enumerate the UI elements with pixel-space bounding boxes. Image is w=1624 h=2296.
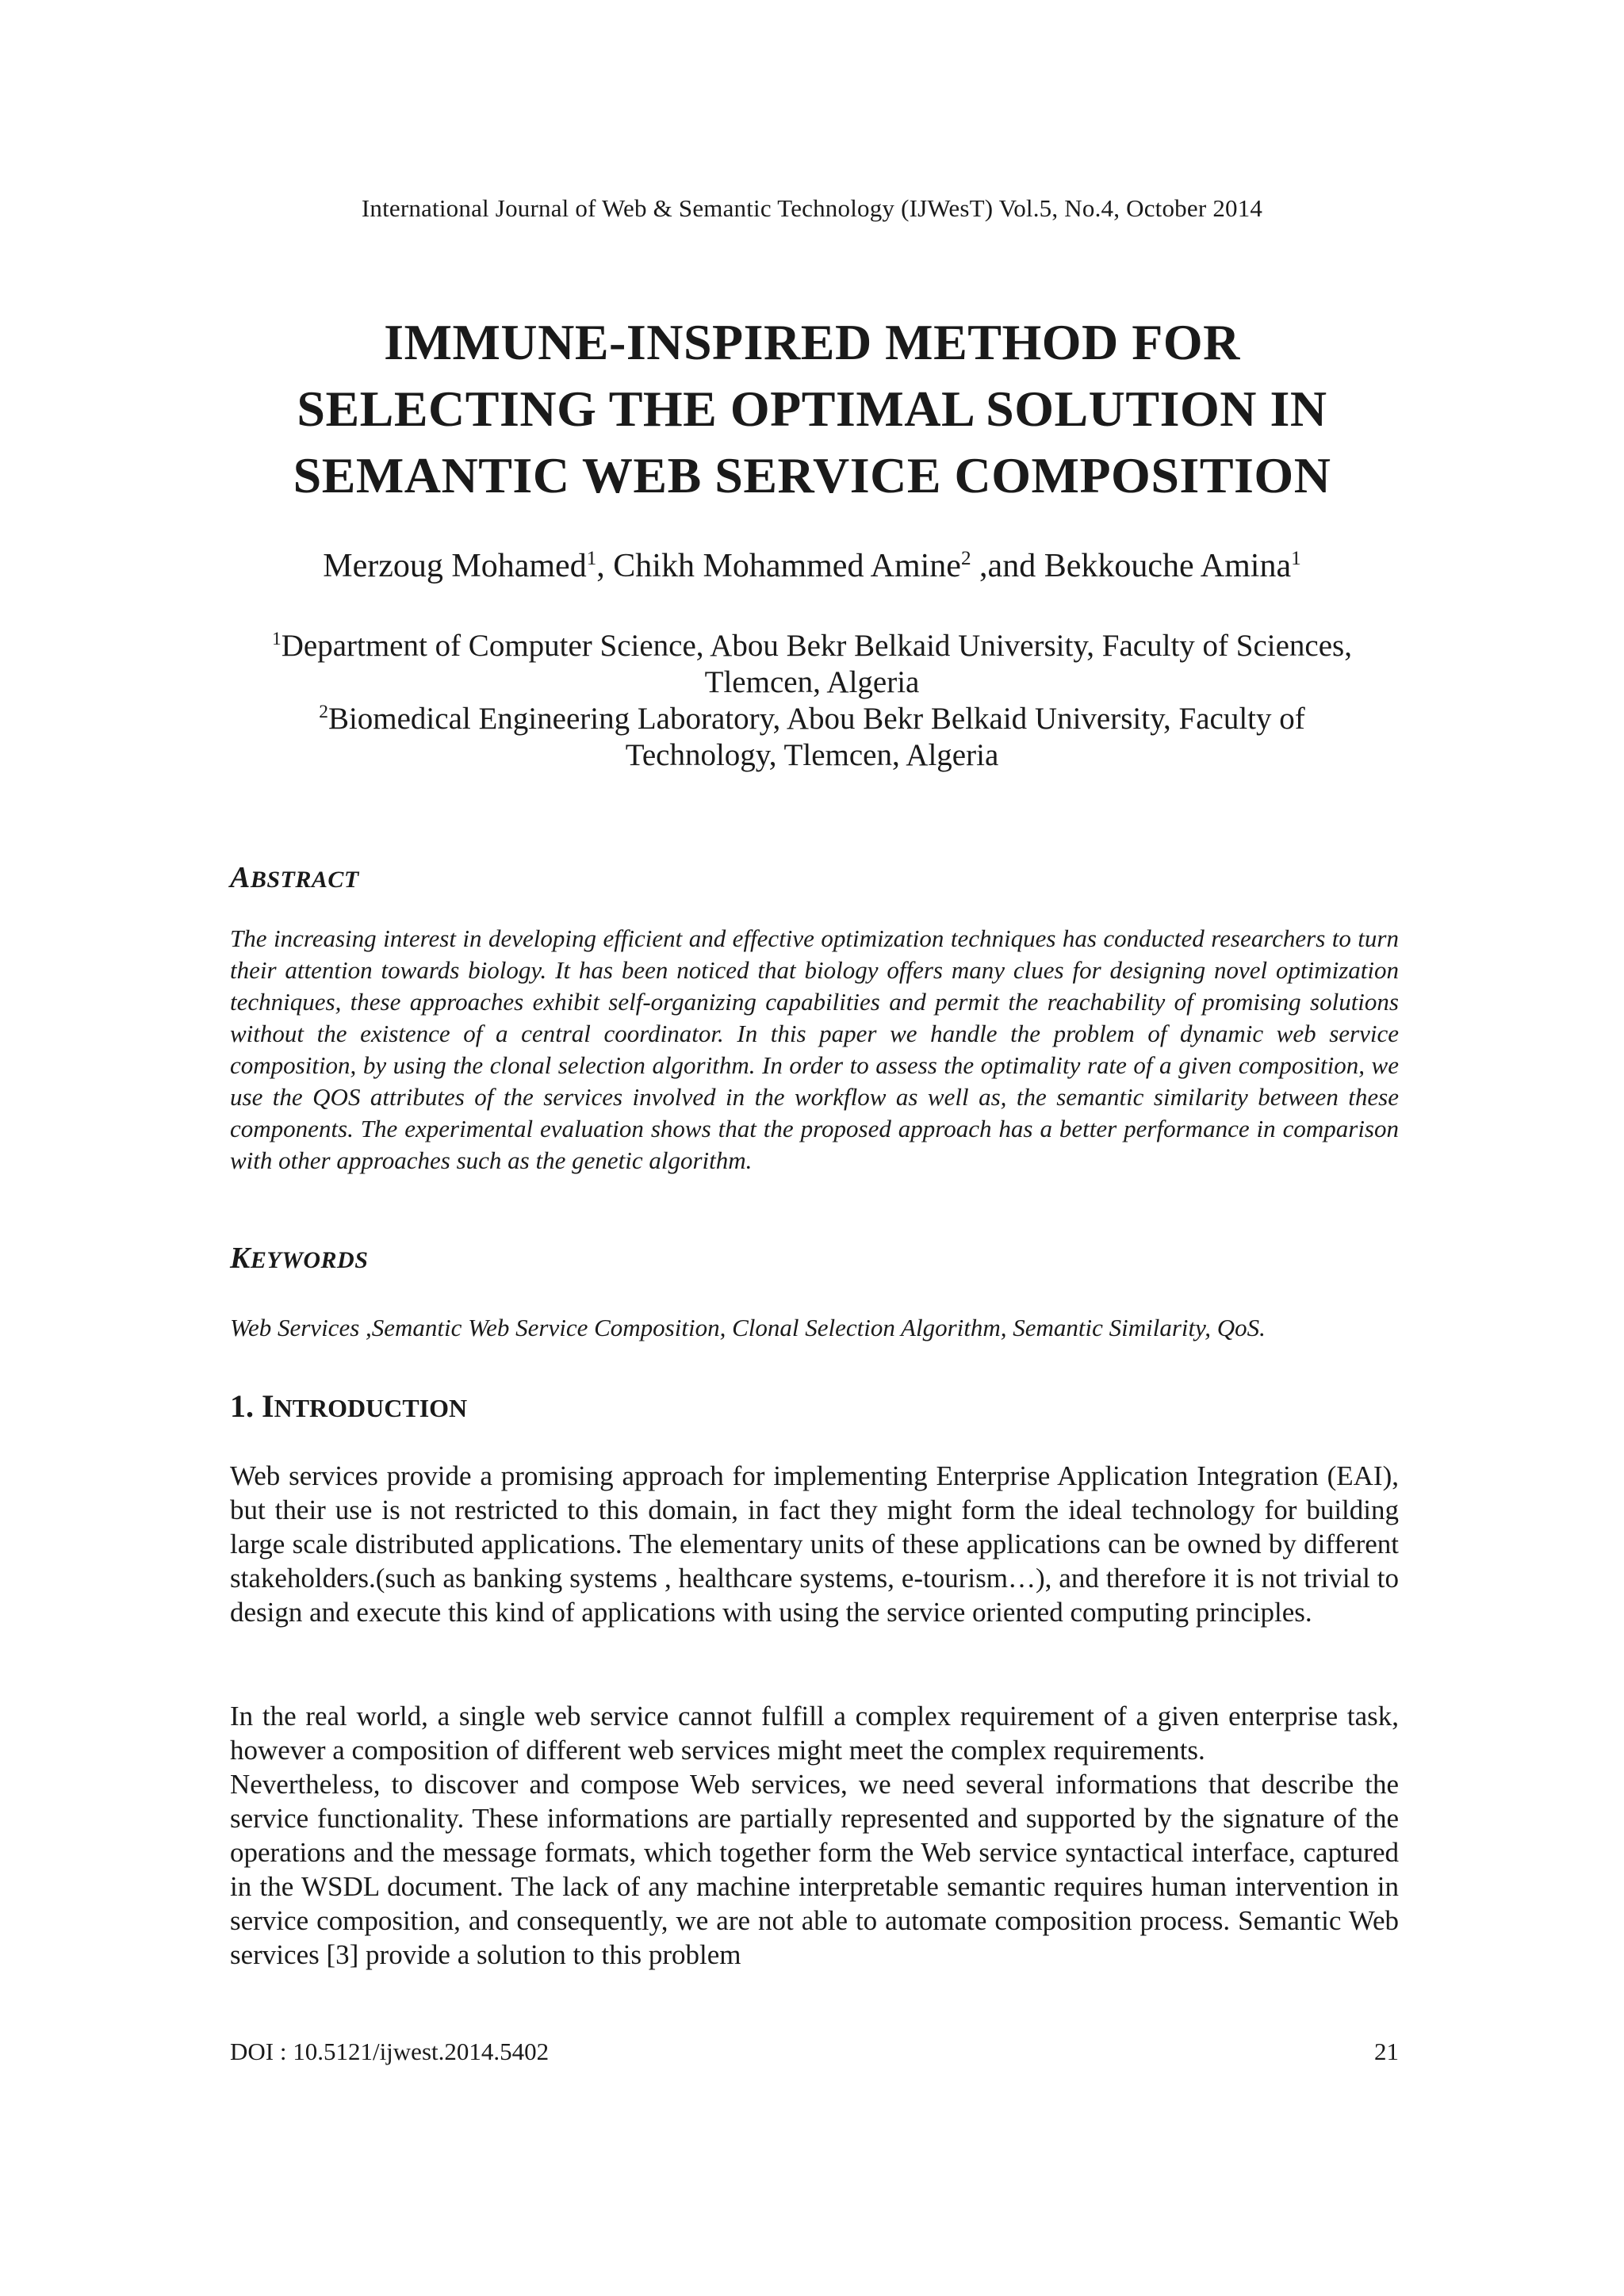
abstract-heading-rest: BSTRACT xyxy=(250,867,359,893)
affiliation-1-line-1 xyxy=(206,628,1418,664)
affiliation-2-text: Biomedical Engineering Laboratory, Abou Bekr Belkaid University, Faculty of xyxy=(327,702,1305,736)
abstract-heading-initial: A xyxy=(230,861,251,894)
affiliation-1-line-2: Tlemcen, Algeria xyxy=(704,665,920,699)
title-line-2: SELECTING THE OPTIMAL SOLUTION IN xyxy=(297,381,1327,437)
paper-title xyxy=(159,309,1465,509)
affiliation-1-text: Department of Computer Science, Abou Bekr Belkaid University, Faculty of Sciences, xyxy=(281,629,1352,663)
author-2-affil: 2 xyxy=(960,548,971,569)
title-line-1: IMMUNE-INSPIRED METHOD FOR xyxy=(384,314,1240,370)
author-1: Merzoug Mohamed xyxy=(323,548,587,584)
introduction-paragraph-2a: In the real world, a single web service cannot fulfill a complex requirement of a given enterprise task, however a composition of different web services might meet the complex requirements. xyxy=(230,1701,1399,1766)
keywords-heading-rest: EYWORDS xyxy=(250,1247,369,1273)
introduction-heading xyxy=(230,1387,467,1425)
affiliation-1-marker: 1 xyxy=(272,629,282,649)
journal-header: International Journal of Web & Semantic Technology (IJWesT) Vol.5, No.4, October 2014 xyxy=(361,194,1263,222)
author-list xyxy=(0,547,1624,585)
page-number: 21 xyxy=(1374,2038,1399,2065)
keywords-heading-initial: K xyxy=(230,1242,251,1275)
author-1-affil: 1 xyxy=(586,548,597,569)
affiliations xyxy=(206,628,1418,774)
affiliation-2-line-1 xyxy=(206,701,1418,737)
abstract-heading xyxy=(230,860,359,895)
introduction-heading-number: 1. I xyxy=(230,1388,274,1424)
introduction-paragraph-2 xyxy=(230,1699,1399,1972)
keywords-text: Web Services ,Semantic Web Service Composition, Clonal Selection Algorithm, Semantic Similarity, QoS. xyxy=(230,1314,1266,1341)
introduction-paragraph-2b: Nevertheless, to discover and compose Web services, we need several informations that describe the service functionality. These informations are partially represented and supported by the signature of the operations and the message formats, which together form the Web service syntactical interface, captured in the WSDL document. The lack of any machine interpretable semantic requires human intervention in service composition, and consequently, we are not able to automate composition process. Semantic Web services [3] provide a solution to this problem xyxy=(230,1769,1399,1970)
affiliation-2-marker: 2 xyxy=(319,702,328,722)
abstract-text: The increasing interest in developing efficient and effective optimization techniques has conducted researchers to turn their attention towards biology. It has been noticed that biology offers many clues for designing novel optimization techniques, these approaches exhibit self-organizing capabilities and permit the reachability of promising solutions without the existence of a central coordinator. In this paper we handle the problem of dynamic web service composition, by using the clonal selection algorithm. In order to assess the optimality rate of a given composition, we use the QOS attributes of the services involved in the workflow as well as, the semantic similarity between these components. The experimental evaluation shows that the proposed approach has a better performance in comparison with other approaches such as the genetic algorithm. xyxy=(230,924,1399,1174)
author-3-affil: 1 xyxy=(1291,548,1301,569)
doi-footer: DOI : 10.5121/ijwest.2014.5402 xyxy=(230,2038,550,2065)
introduction-paragraph-1: Web services provide a promising approach for implementing Enterprise Application Integration (EAI), but their use is not restricted to this domain, in fact they might form the ideal technology for building large scale distributed applications. The elementary units of these applications can be owned by different stakeholders.(such as banking systems , healthcare systems, e-tourism…), and therefore it is not trivial to design and execute this kind of applications with using the service oriented computing principles. xyxy=(230,1460,1399,1628)
author-2: , Chikh Mohammed Amine xyxy=(596,548,961,584)
author-3: ,and Bekkouche Amina xyxy=(971,548,1292,584)
affiliation-2-line-2: Technology, Tlemcen, Algeria xyxy=(625,738,999,772)
title-line-3: SEMANTIC WEB SERVICE COMPOSITION xyxy=(293,447,1331,503)
introduction-heading-rest: NTRODUCTION xyxy=(274,1394,468,1422)
keywords-heading xyxy=(230,1241,368,1276)
